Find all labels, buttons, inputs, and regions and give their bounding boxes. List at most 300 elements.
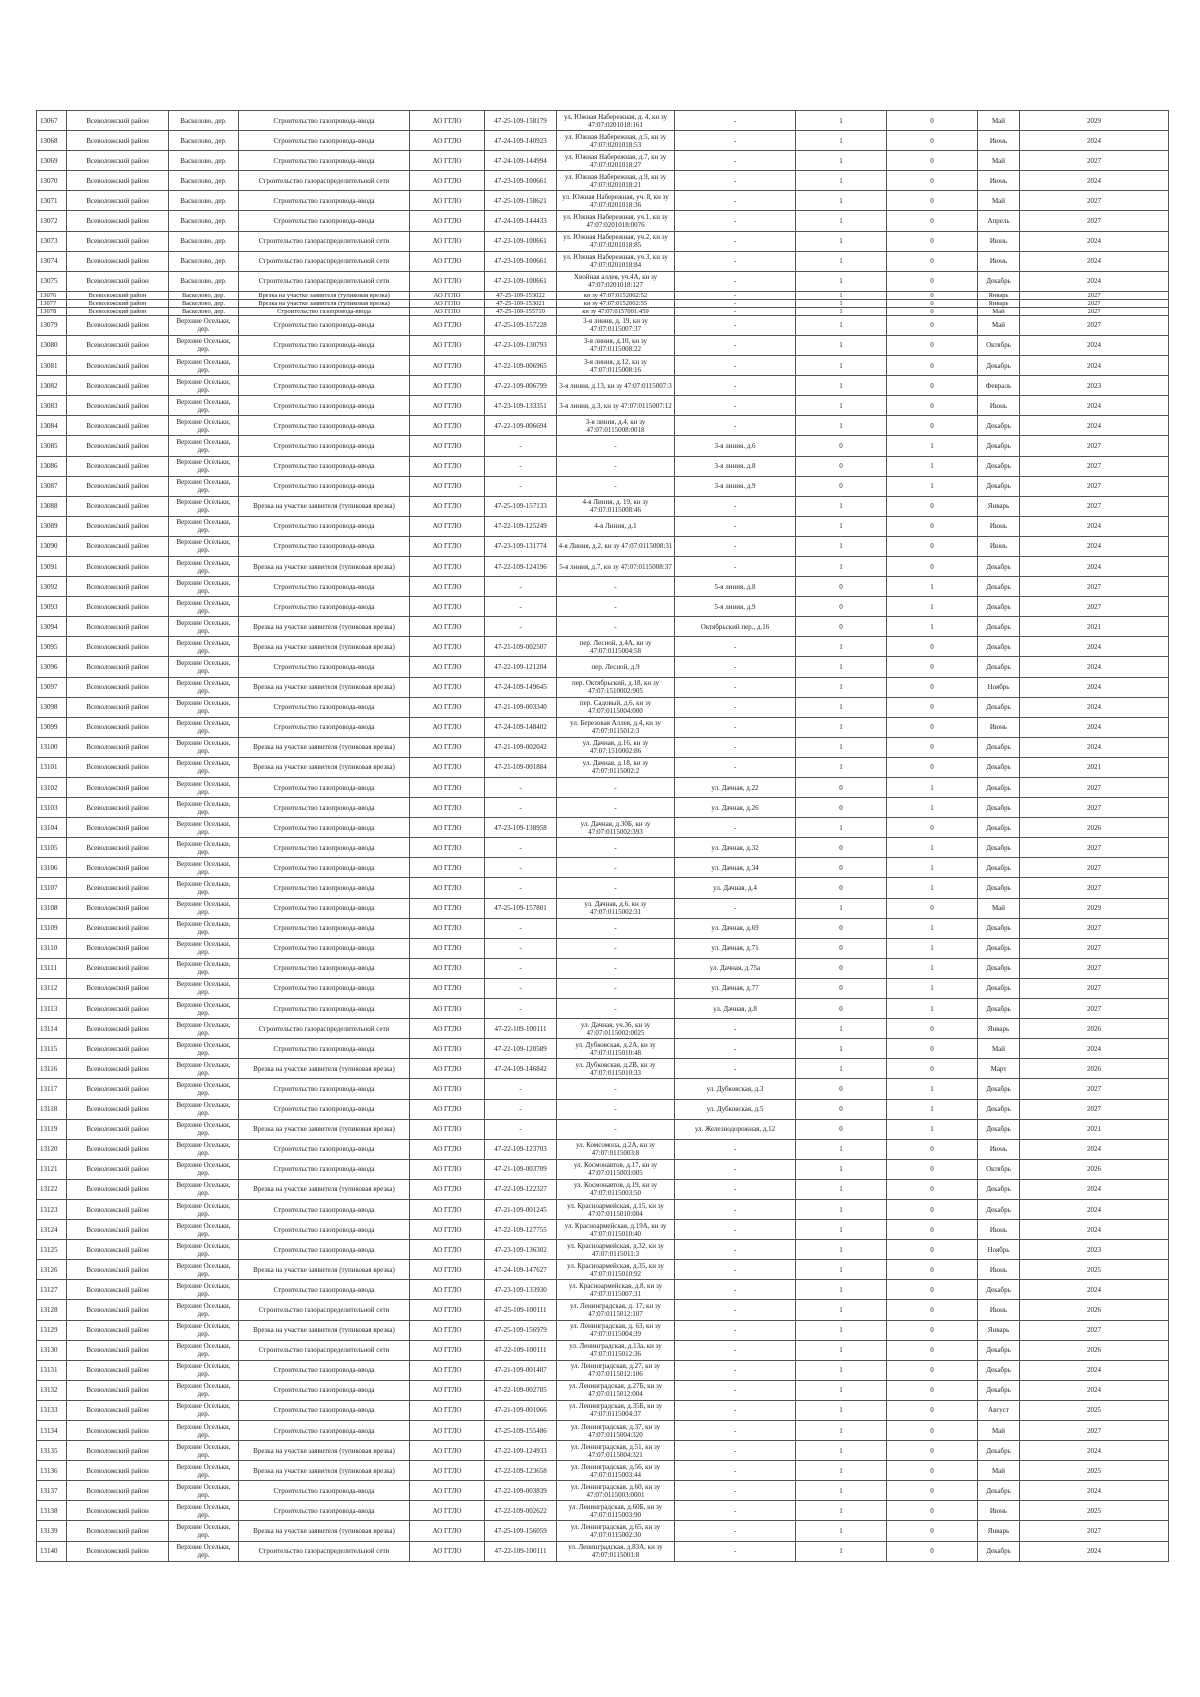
planned-address-cell: 5-я линия, д.9 <box>675 597 796 617</box>
count-with-contract-cell: 1 <box>796 1220 887 1240</box>
row-number-cell: 13130 <box>37 1340 67 1360</box>
address-cadastral-cell: ул. Дачная, д.30Б, кн зу 47:07:0115002:393 <box>557 818 675 838</box>
planned-address-cell: - <box>675 1400 796 1420</box>
count-without-contract-cell: 0 <box>887 1260 978 1280</box>
month-cell: Июнь <box>978 1300 1020 1320</box>
month-cell: Декабрь <box>978 1481 1020 1501</box>
row-number-cell: 13077 <box>37 299 67 307</box>
planned-address-cell: - <box>675 151 796 171</box>
table-row <box>37 1541 1169 1561</box>
address-cadastral-cell: 3-я линия, д. 19, кн зу 47:07:0115007:37 <box>557 315 675 335</box>
row-number-cell: 13125 <box>37 1240 67 1260</box>
district-cell: Всеволожский район <box>67 536 169 556</box>
count-with-contract-cell: 1 <box>796 1179 887 1199</box>
district-cell: Всеволожский район <box>67 1099 169 1119</box>
count-with-contract-cell: 1 <box>796 1400 887 1420</box>
planned-address-cell: - <box>675 1380 796 1400</box>
year-cell: 2024 <box>1020 1179 1169 1199</box>
work-type-cell: Строительство газопровода-ввода <box>239 958 410 978</box>
organization-cell: АО ГГЛО <box>410 191 485 211</box>
planned-address-cell: ул. Дачная, д.34 <box>675 858 796 878</box>
count-with-contract-cell: 1 <box>796 315 887 335</box>
settlement-cell: Верхние Осельки, дер. <box>169 878 239 898</box>
organization-cell: АО ГГЛО <box>410 1501 485 1521</box>
planned-address-cell: - <box>675 1541 796 1561</box>
count-with-contract-cell: 1 <box>796 191 887 211</box>
application-number-cell: 47-24-109-146842 <box>485 1059 557 1079</box>
organization-cell: АО ГГЛО <box>410 1461 485 1481</box>
count-with-contract-cell: 1 <box>796 299 887 307</box>
district-cell: Всеволожский район <box>67 496 169 516</box>
application-number-cell: 47-21-109-001245 <box>485 1199 557 1219</box>
work-type-cell: Строительство газопровода-ввода <box>239 657 410 677</box>
organization-cell: АО ГГЛО <box>410 737 485 757</box>
count-without-contract-cell: 1 <box>887 476 978 496</box>
count-with-contract-cell: 0 <box>796 778 887 798</box>
row-number-cell: 13117 <box>37 1079 67 1099</box>
work-type-cell: Строительство газораспределительной сети <box>239 171 410 191</box>
settlement-cell: Верхние Осельки, дер. <box>169 1441 239 1461</box>
month-cell: Октябрь <box>978 1159 1020 1179</box>
month-cell: Июнь <box>978 171 1020 191</box>
district-cell: Всеволожский район <box>67 1300 169 1320</box>
planned-address-cell: - <box>675 299 796 307</box>
work-type-cell: Строительство газопровода-ввода <box>239 918 410 938</box>
table-row <box>37 1199 1169 1219</box>
count-without-contract-cell: 1 <box>887 978 978 998</box>
year-cell: 2027 <box>1020 958 1169 978</box>
row-number-cell: 13099 <box>37 717 67 737</box>
address-cadastral-cell: ул. Южная Набережная, д.7, кн зу 47:07:0201018:27 <box>557 151 675 171</box>
count-without-contract-cell: 0 <box>887 898 978 918</box>
count-with-contract-cell: 1 <box>796 1159 887 1179</box>
address-cadastral-cell: - <box>557 938 675 958</box>
count-with-contract-cell: 0 <box>796 1099 887 1119</box>
year-cell: 2027 <box>1020 778 1169 798</box>
district-cell: Всеволожский район <box>67 677 169 697</box>
settlement-cell: Верхние Осельки, дер. <box>169 898 239 918</box>
row-number-cell: 13082 <box>37 376 67 396</box>
settlement-cell: Верхние Осельки, дер. <box>169 1320 239 1340</box>
month-cell: Июнь <box>978 1260 1020 1280</box>
application-number-cell: 47-25-109-157801 <box>485 898 557 918</box>
table-row <box>37 291 1169 299</box>
settlement-cell: Верхние Осельки, дер. <box>169 677 239 697</box>
organization-cell: АО ГГЛО <box>410 577 485 597</box>
table-row <box>37 496 1169 516</box>
address-cadastral-cell: ул. Дубковская, д.2А, кн зу 47:07:0115010:48 <box>557 1039 675 1059</box>
count-with-contract-cell: 1 <box>796 677 887 697</box>
settlement-cell: Верхние Осельки, дер. <box>169 1240 239 1260</box>
organization-cell: АО ГГЛО <box>410 1340 485 1360</box>
application-number-cell: 47-21-109-002042 <box>485 737 557 757</box>
organization-cell: АО ГГЛО <box>410 496 485 516</box>
table-row <box>37 191 1169 211</box>
address-cadastral-cell: ул. Южная Набережная, д.9, кн зу 47:07:0201018:21 <box>557 171 675 191</box>
year-cell: 2027 <box>1020 978 1169 998</box>
count-with-contract-cell: 0 <box>796 798 887 818</box>
application-number-cell: 47-23-109-138958 <box>485 818 557 838</box>
table-row <box>37 1260 1169 1280</box>
district-cell: Всеволожский район <box>67 1400 169 1420</box>
table-row <box>37 697 1169 717</box>
work-type-cell: Строительство газопровода-ввода <box>239 416 410 436</box>
work-type-cell: Строительство газопровода-ввода <box>239 1501 410 1521</box>
count-without-contract-cell: 0 <box>887 657 978 677</box>
application-number-cell: 47-24-109-140923 <box>485 131 557 151</box>
planned-address-cell: - <box>675 1521 796 1541</box>
row-number-cell: 13089 <box>37 516 67 536</box>
settlement-cell: Верхние Осельки, дер. <box>169 436 239 456</box>
count-with-contract-cell: 1 <box>796 697 887 717</box>
settlement-cell: Верхние Осельки, дер. <box>169 958 239 978</box>
planned-address-cell: - <box>675 291 796 299</box>
row-number-cell: 13133 <box>37 1400 67 1420</box>
application-number-cell: 47-22-109-003839 <box>485 1481 557 1501</box>
count-without-contract-cell: 0 <box>887 637 978 657</box>
row-number-cell: 13098 <box>37 697 67 717</box>
year-cell: 2024 <box>1020 231 1169 251</box>
count-without-contract-cell: 0 <box>887 737 978 757</box>
district-cell: Всеволожский район <box>67 1481 169 1501</box>
address-cadastral-cell: ул. Ленинградская, д.35Б, кн зу 47:07:0115004:37 <box>557 1400 675 1420</box>
table-row <box>37 556 1169 576</box>
month-cell: Декабрь <box>978 271 1020 291</box>
settlement-cell: Васкелово, дер. <box>169 191 239 211</box>
row-number-cell: 13109 <box>37 918 67 938</box>
organization-cell: АО ГГЛО <box>410 958 485 978</box>
row-number-cell: 13135 <box>37 1441 67 1461</box>
year-cell: 2024 <box>1020 657 1169 677</box>
table-row <box>37 1159 1169 1179</box>
count-without-contract-cell: 0 <box>887 151 978 171</box>
settlement-cell: Васкелово, дер. <box>169 271 239 291</box>
count-with-contract-cell: 0 <box>796 456 887 476</box>
planned-address-cell: - <box>675 818 796 838</box>
planned-address-cell: - <box>675 757 796 777</box>
application-number-cell: - <box>485 1119 557 1139</box>
district-cell: Всеволожский район <box>67 838 169 858</box>
count-with-contract-cell: 1 <box>796 1320 887 1340</box>
work-type-cell: Строительство газопровода-ввода <box>239 376 410 396</box>
month-cell: Декабрь <box>978 818 1020 838</box>
table-row <box>37 356 1169 376</box>
year-cell: 2029 <box>1020 898 1169 918</box>
settlement-cell: Верхние Осельки, дер. <box>169 1179 239 1199</box>
year-cell: 2024 <box>1020 1139 1169 1159</box>
count-with-contract-cell: 1 <box>796 1240 887 1260</box>
year-cell: 2027 <box>1020 456 1169 476</box>
count-without-contract-cell: 0 <box>887 1019 978 1039</box>
year-cell: 2021 <box>1020 757 1169 777</box>
organization-cell: АО ГГЛО <box>410 657 485 677</box>
work-type-cell: Строительство газопровода-ввода <box>239 456 410 476</box>
count-with-contract-cell: 1 <box>796 1139 887 1159</box>
address-cadastral-cell: ул. Южная Набережная, уч.1, кн зу 47:07:0201018:0076 <box>557 211 675 231</box>
planned-address-cell: - <box>675 1280 796 1300</box>
organization-cell: АО ГГЛО <box>410 1400 485 1420</box>
district-cell: Всеволожский район <box>67 798 169 818</box>
work-type-cell: Строительство газопровода-ввода <box>239 1240 410 1260</box>
count-without-contract-cell: 0 <box>887 1240 978 1260</box>
district-cell: Всеволожский район <box>67 1019 169 1039</box>
work-type-cell: Строительство газопровода-ввода <box>239 1099 410 1119</box>
settlement-cell: Верхние Осельки, дер. <box>169 1019 239 1039</box>
organization-cell: АО ГГЛО <box>410 1481 485 1501</box>
row-number-cell: 13123 <box>37 1199 67 1219</box>
table-row <box>37 1119 1169 1139</box>
settlement-cell: Верхние Осельки, дер. <box>169 1220 239 1240</box>
application-number-cell: 47-23-109-100661 <box>485 231 557 251</box>
address-cadastral-cell: 3-я линия, д.13, кн зу 47:07:0115007:3 <box>557 376 675 396</box>
work-type-cell: Строительство газопровода-ввода <box>239 938 410 958</box>
district-cell: Всеволожский район <box>67 1441 169 1461</box>
application-number-cell: 47-22-109-100111 <box>485 1019 557 1039</box>
table-row <box>37 958 1169 978</box>
month-cell: Май <box>978 1039 1020 1059</box>
month-cell: Июнь <box>978 536 1020 556</box>
organization-cell: АО ГГЛО <box>410 271 485 291</box>
table-row <box>37 307 1169 315</box>
work-type-cell: Строительство газопровода-ввода <box>239 111 410 131</box>
month-cell: Июнь <box>978 516 1020 536</box>
settlement-cell: Верхние Осельки, дер. <box>169 1139 239 1159</box>
table-row <box>37 1481 1169 1501</box>
organization-cell: АО ГГЛО <box>410 1179 485 1199</box>
district-cell: Всеволожский район <box>67 376 169 396</box>
year-cell: 2024 <box>1020 416 1169 436</box>
count-with-contract-cell: 0 <box>796 978 887 998</box>
row-number-cell: 13121 <box>37 1159 67 1179</box>
work-type-cell: Врезка на участке заявителя (тупиковая врезка) <box>239 299 410 307</box>
settlement-cell: Верхние Осельки, дер. <box>169 1199 239 1219</box>
organization-cell: АО ГГЛО <box>410 1260 485 1280</box>
table-row <box>37 1380 1169 1400</box>
month-cell: Декабрь <box>978 657 1020 677</box>
address-cadastral-cell: ул. Дачная, д.16, кн зу 47:07:1510002:86 <box>557 737 675 757</box>
settlement-cell: Верхние Осельки, дер. <box>169 838 239 858</box>
address-cadastral-cell: - <box>557 778 675 798</box>
work-type-cell: Строительство газопровода-ввода <box>239 858 410 878</box>
count-with-contract-cell: 1 <box>796 1039 887 1059</box>
application-number-cell: 47-22-109-002785 <box>485 1380 557 1400</box>
count-with-contract-cell: 1 <box>796 376 887 396</box>
organization-cell: АО ГГЛО <box>410 677 485 697</box>
work-type-cell: Строительство газопровода-ввода <box>239 1380 410 1400</box>
row-number-cell: 13073 <box>37 231 67 251</box>
count-without-contract-cell: 1 <box>887 1099 978 1119</box>
settlement-cell: Верхние Осельки, дер. <box>169 1119 239 1139</box>
count-with-contract-cell: 1 <box>796 307 887 315</box>
row-number-cell: 13087 <box>37 476 67 496</box>
year-cell: 2024 <box>1020 737 1169 757</box>
table-row <box>37 978 1169 998</box>
row-number-cell: 13071 <box>37 191 67 211</box>
count-with-contract-cell: 0 <box>796 838 887 858</box>
planned-address-cell: 3-я линия, д.9 <box>675 476 796 496</box>
application-number-cell: 47-24-109-149645 <box>485 677 557 697</box>
planned-address-cell: - <box>675 657 796 677</box>
count-without-contract-cell: 0 <box>887 1541 978 1561</box>
planned-address-cell: ул. Дачная, д.71 <box>675 938 796 958</box>
settlement-cell: Васкелово, дер. <box>169 151 239 171</box>
count-with-contract-cell: 1 <box>796 757 887 777</box>
count-without-contract-cell: 0 <box>887 1421 978 1441</box>
work-type-cell: Строительство газопровода-ввода <box>239 1360 410 1380</box>
row-number-cell: 13090 <box>37 536 67 556</box>
planned-address-cell: ул. Дачная, д.32 <box>675 838 796 858</box>
work-type-cell: Строительство газопровода-ввода <box>239 978 410 998</box>
organization-cell: АО ГГЛО <box>410 597 485 617</box>
planned-address-cell: - <box>675 231 796 251</box>
count-with-contract-cell: 1 <box>796 1019 887 1039</box>
organization-cell: АО ГГЛО <box>410 1280 485 1300</box>
year-cell: 2025 <box>1020 1501 1169 1521</box>
month-cell: Июнь <box>978 251 1020 271</box>
row-number-cell: 13094 <box>37 617 67 637</box>
application-number-cell: 47-25-109-153022 <box>485 291 557 299</box>
application-number-cell: - <box>485 978 557 998</box>
planned-address-cell: - <box>675 111 796 131</box>
table-row <box>37 878 1169 898</box>
table-row <box>37 1441 1169 1461</box>
work-type-cell: Строительство газораспределительной сети <box>239 1019 410 1039</box>
settlement-cell: Васкелово, дер. <box>169 111 239 131</box>
organization-cell: АО ГГЛО <box>410 838 485 858</box>
address-cadastral-cell: кн зу 47:07:0152002:52 <box>557 291 675 299</box>
address-cadastral-cell: ул. Южная Набережная, д. 4, кн зу 47:07:0201018:161 <box>557 111 675 131</box>
work-type-cell: Врезка на участке заявителя (тупиковая врезка) <box>239 757 410 777</box>
work-type-cell: Строительство газопровода-ввода <box>239 476 410 496</box>
address-cadastral-cell: ул. Красноармейская, д.32, кн зу 47:07:0115011:3 <box>557 1240 675 1260</box>
settlement-cell: Васкелово, дер. <box>169 211 239 231</box>
application-number-cell: 47-23-109-133351 <box>485 396 557 416</box>
address-cadastral-cell: - <box>557 798 675 818</box>
organization-cell: АО ГГЛО <box>410 356 485 376</box>
organization-cell: АО ГГЛО <box>410 637 485 657</box>
address-cadastral-cell: ул. Ленинградская, д.65, кн зу 47:07:0115002:30 <box>557 1521 675 1541</box>
count-without-contract-cell: 1 <box>887 838 978 858</box>
address-cadastral-cell: ул. Красноармейская, д.15, кн зу 47:07:0115010:004 <box>557 1199 675 1219</box>
planned-address-cell: - <box>675 1260 796 1280</box>
application-number-cell: - <box>485 436 557 456</box>
table-row <box>37 898 1169 918</box>
district-cell: Всеволожский район <box>67 1159 169 1179</box>
address-cadastral-cell: ул. Космонавтов, д.17, кн зу 47:07:0115003:005 <box>557 1159 675 1179</box>
table-row <box>37 838 1169 858</box>
district-cell: Всеволожский район <box>67 1340 169 1360</box>
organization-cell: АО ГГЛО <box>410 757 485 777</box>
application-number-cell: 47-21-109-001884 <box>485 757 557 777</box>
count-with-contract-cell: 1 <box>796 737 887 757</box>
application-number-cell: 47-25-109-158621 <box>485 191 557 211</box>
settlement-cell: Верхние Осельки, дер. <box>169 1059 239 1079</box>
district-cell: Всеволожский район <box>67 1421 169 1441</box>
application-number-cell: - <box>485 597 557 617</box>
count-with-contract-cell: 1 <box>796 251 887 271</box>
organization-cell: АО ГГЛО <box>410 307 485 315</box>
planned-address-cell: ул. Дачная, д.26 <box>675 798 796 818</box>
year-cell: 2024 <box>1020 251 1169 271</box>
count-with-contract-cell: 0 <box>796 597 887 617</box>
year-cell: 2027 <box>1020 918 1169 938</box>
year-cell: 2024 <box>1020 1220 1169 1240</box>
work-type-cell: Строительство газопровода-ввода <box>239 1139 410 1159</box>
work-type-cell: Строительство газопровода-ввода <box>239 1039 410 1059</box>
row-number-cell: 13070 <box>37 171 67 191</box>
row-number-cell: 13092 <box>37 577 67 597</box>
work-type-cell: Строительство газопровода-ввода <box>239 315 410 335</box>
row-number-cell: 13111 <box>37 958 67 978</box>
count-without-contract-cell: 0 <box>887 818 978 838</box>
application-number-cell: 47-25-109-156979 <box>485 1320 557 1340</box>
district-cell: Всеволожский район <box>67 191 169 211</box>
row-number-cell: 13067 <box>37 111 67 131</box>
work-type-cell: Врезка на участке заявителя (тупиковая врезка) <box>239 1441 410 1461</box>
planned-address-cell: ул. Дачная, д.8 <box>675 999 796 1019</box>
year-cell: 2027 <box>1020 496 1169 516</box>
row-number-cell: 13072 <box>37 211 67 231</box>
month-cell: Декабрь <box>978 938 1020 958</box>
table-row <box>37 436 1169 456</box>
row-number-cell: 13068 <box>37 131 67 151</box>
application-number-cell: 47-22-109-124196 <box>485 556 557 576</box>
month-cell: Март <box>978 1059 1020 1079</box>
count-without-contract-cell: 0 <box>887 1501 978 1521</box>
year-cell: 2024 <box>1020 396 1169 416</box>
district-cell: Всеволожский район <box>67 1139 169 1159</box>
count-with-contract-cell: 0 <box>796 617 887 637</box>
address-cadastral-cell: пер. Октябрьский, д.18, кн зу 47:07:1510002:905 <box>557 677 675 697</box>
settlement-cell: Верхние Осельки, дер. <box>169 577 239 597</box>
planned-address-cell: - <box>675 637 796 657</box>
settlement-cell: Верхние Осельки, дер. <box>169 456 239 476</box>
count-with-contract-cell: 1 <box>796 111 887 131</box>
organization-cell: АО ГГЛО <box>410 171 485 191</box>
month-cell: Май <box>978 191 1020 211</box>
year-cell: 2026 <box>1020 1019 1169 1039</box>
address-cadastral-cell: ул. Космонавтов, д.19, кн зу 47:07:0115003:50 <box>557 1179 675 1199</box>
count-without-contract-cell: 0 <box>887 717 978 737</box>
application-number-cell: 47-23-109-100661 <box>485 271 557 291</box>
row-number-cell: 13088 <box>37 496 67 516</box>
month-cell: Декабрь <box>978 918 1020 938</box>
month-cell: Апрель <box>978 211 1020 231</box>
address-cadastral-cell: ул. Ленинградская, д. 17, кн зу 47:07:0115012:107 <box>557 1300 675 1320</box>
table-row <box>37 476 1169 496</box>
month-cell: Декабрь <box>978 1179 1020 1199</box>
address-cadastral-cell: ул. Ленинградская, д.51, кн зу 47:07:0115004:321 <box>557 1441 675 1461</box>
address-cadastral-cell: ул. Ленинградская, д.13а, кн зу 47:07:0115012:36 <box>557 1340 675 1360</box>
organization-cell: АО ГГЛО <box>410 1059 485 1079</box>
address-cadastral-cell: 5-я линия, д.7, кн зу 47:07:0115008:37 <box>557 556 675 576</box>
settlement-cell: Верхние Осельки, дер. <box>169 918 239 938</box>
table-row <box>37 1019 1169 1039</box>
organization-cell: АО ГГЛО <box>410 299 485 307</box>
work-type-cell: Строительство газопровода-ввода <box>239 436 410 456</box>
count-with-contract-cell: 0 <box>796 999 887 1019</box>
count-without-contract-cell: 0 <box>887 1360 978 1380</box>
address-cadastral-cell: ул. Ленинградская, д. 63, кн зу 47:07:0115004:39 <box>557 1320 675 1340</box>
district-cell: Всеволожский район <box>67 697 169 717</box>
year-cell: 2027 <box>1020 315 1169 335</box>
application-number-cell: - <box>485 858 557 878</box>
planned-address-cell: - <box>675 496 796 516</box>
table-row <box>37 376 1169 396</box>
planned-address-cell: - <box>675 335 796 355</box>
table-row <box>37 396 1169 416</box>
work-type-cell: Строительство газопровода-ввода <box>239 878 410 898</box>
